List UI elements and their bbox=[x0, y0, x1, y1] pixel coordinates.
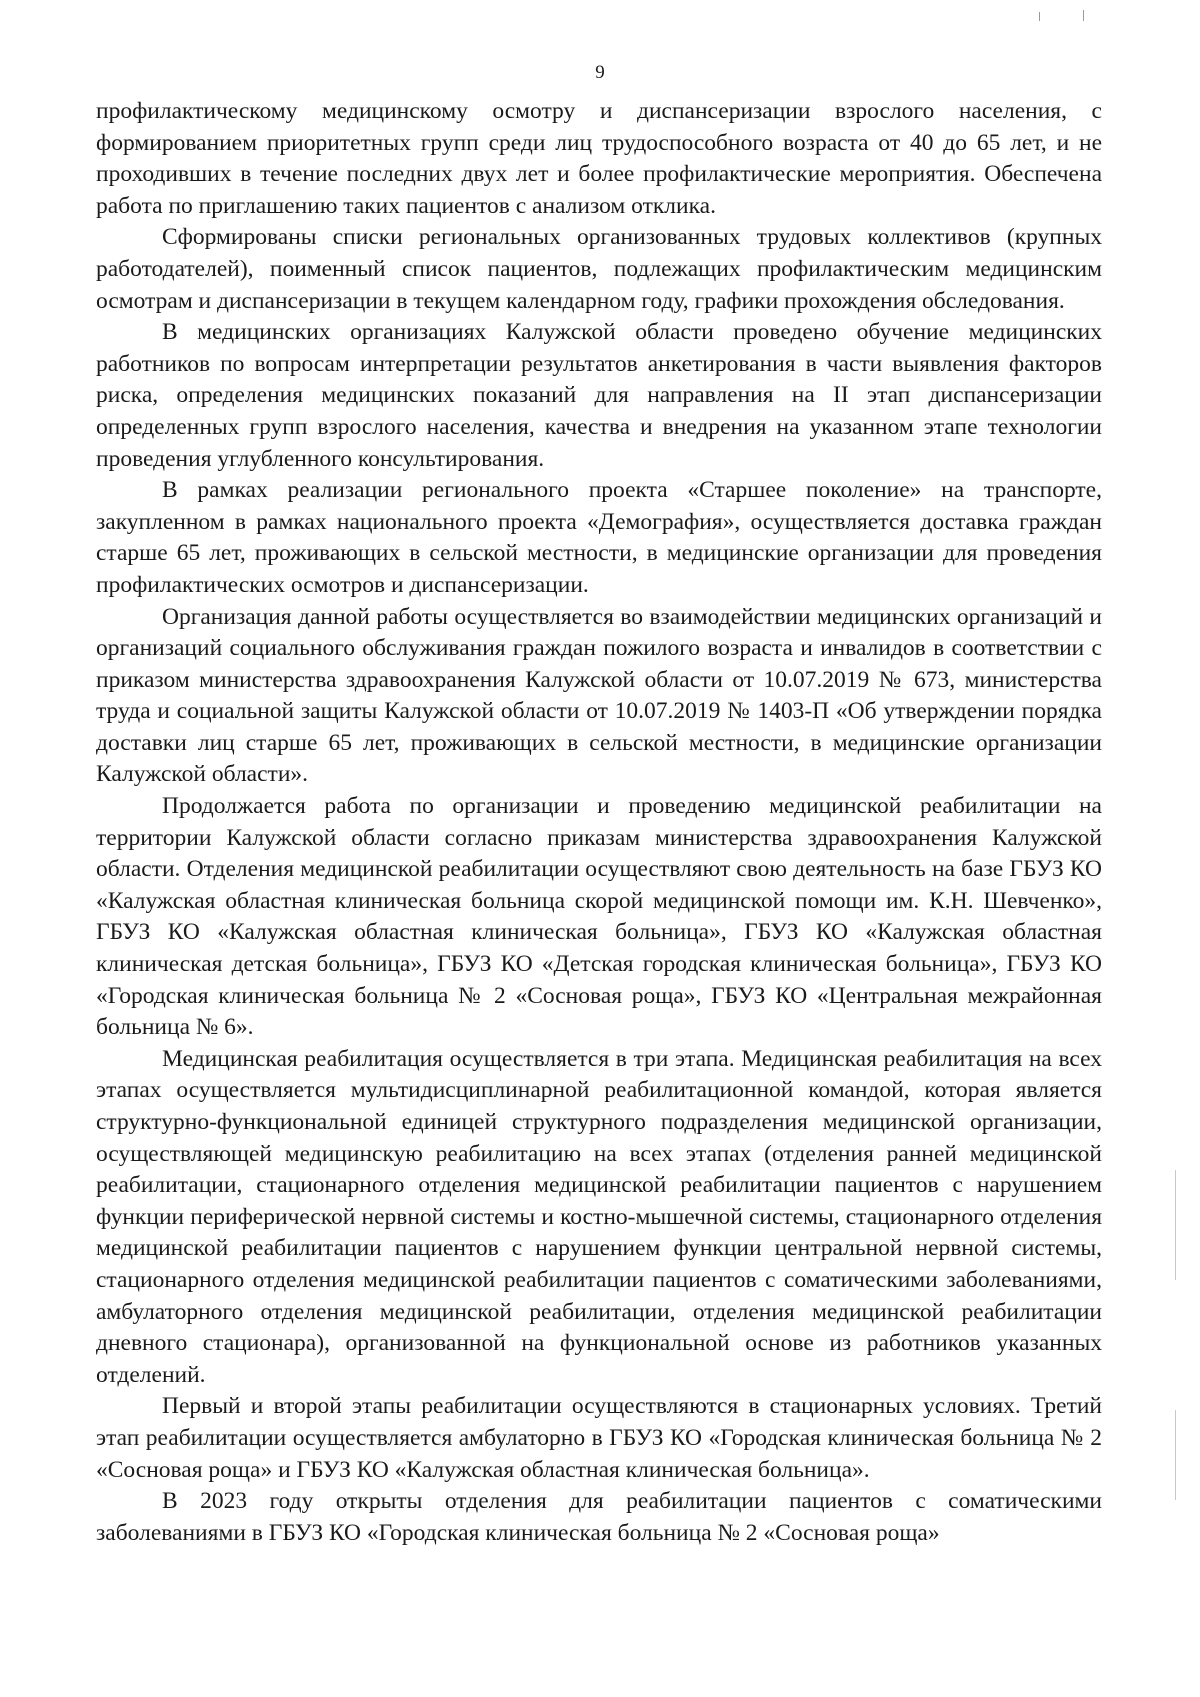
document-body bbox=[96, 96, 1102, 1549]
paragraph-5: Организация данной работы осуществляется во взаимодействии медицинских организаций и организаций социального обслуживания граждан пожилого возраста и инвалидов в соответствии с приказом министерства здравоохранения Калужской области от 10.07.2019 № 673, министерства труда и социальной защиты Калужской области от 10.07.2019 № 1403-П «Об утверждении порядка доставки лиц старше 65 лет, проживающих в сельской местности, в медицинские организации Калужской области». bbox=[96, 603, 1102, 788]
paragraph-4: В рамках реализации регионального проекта «Старшее поколение» на транспорте, закупленном в рамках национального проекта «Демография», осуществляется доставка граждан старше 65 лет, проживающих в сельской местности, в медицинские организации для проведения профилактических осмотров и диспансеризации. bbox=[96, 477, 1102, 598]
scan-artifact-mark bbox=[1175, 1170, 1176, 1280]
scan-artifact-mark bbox=[1175, 1410, 1176, 1500]
scan-artifact-mark bbox=[1083, 10, 1084, 21]
paragraph-2: Сформированы списки региональных организованных трудовых коллективов (крупных работодателей), поименный список пациентов, подлежащих профилактическим медицинским осмотрам и диспансеризации в текущем календарном году, графики прохождения обследования. bbox=[96, 224, 1102, 314]
paragraph-3: В медицинских организациях Калужской области проведено обучение медицинских работников по вопросам интерпретации результатов анкетирования в части выявления факторов риска, определения медицинских показаний для направления на II этап диспансеризации определенных групп взрослого населения, качества и внедрения на указанном этапе технологии проведения углубленного консультирования. bbox=[96, 319, 1102, 472]
page-number: 9 bbox=[595, 62, 605, 83]
scan-artifact-mark bbox=[1039, 12, 1040, 21]
paragraph-7: Медицинская реабилитация осуществляется в три этапа. Медицинская реабилитация на всех этапах осуществляется мультидисциплинарной реабилитационной командой, которая является структурно-функциональной единицей структурного подразделения медицинской организации, осуществляющей медицинскую реабилитацию на всех этапах (отделения ранней медицинской реабилитации, стационарного отделения медицинской реабилитации пациентов с нарушением функции периферической нервной системы и костно-мышечной системы, стационарного отделения медицинской реабилитации пациентов с нарушением функции центральной нервной системы, стационарного отделения медицинской реабилитации пациентов с соматическими заболеваниями, амбулаторного отделения медицинской реабилитации, отделения медицинской реабилитации дневного стационара), организованной на функциональной основе из работников указанных отделений. bbox=[96, 1045, 1102, 1388]
paragraph-9: В 2023 году открыты отделения для реабилитации пациентов с соматическими заболеваниями в ГБУЗ КО «Городская клиническая больница № 2 «Сосновая роща» bbox=[96, 1488, 1102, 1546]
paragraph-1: профилактическому медицинскому осмотру и диспансеризации взрослого населения, с формированием приоритетных групп среди лиц трудоспособного возраста от 40 до 65 лет, и не проходивших в течение последних двух лет и более профилактические мероприятия. Обеспечена работа по приглашению таких пациентов с анализом отклика. bbox=[96, 98, 1102, 219]
paragraph-8: Первый и второй этапы реабилитации осуществляются в стационарных условиях. Третий этап реабилитации осуществляется амбулаторно в ГБУЗ КО «Городская клиническая больница № 2 «Сосновая роща» и ГБУЗ КО «Калужская областная клиническая больница». bbox=[96, 1393, 1102, 1483]
paragraph-6: Продолжается работа по организации и проведению медицинской реабилитации на территории Калужской области согласно приказам министерства здравоохранения Калужской области. Отделения медицинской реабилитации осуществляют свою деятельность на базе ГБУЗ КО «Калужская областная клиническая больница скорой медицинской помощи им. К.Н. Шевченко», ГБУЗ КО «Калужская областная клиническая больница», ГБУЗ КО «Калужская областная клиническая детская больница», ГБУЗ КО «Детская городская клиническая больница», ГБУЗ КО «Городская клиническая больница № 2 «Сосновая роща», ГБУЗ КО «Центральная межрайонная больница № 6». bbox=[96, 793, 1102, 1041]
